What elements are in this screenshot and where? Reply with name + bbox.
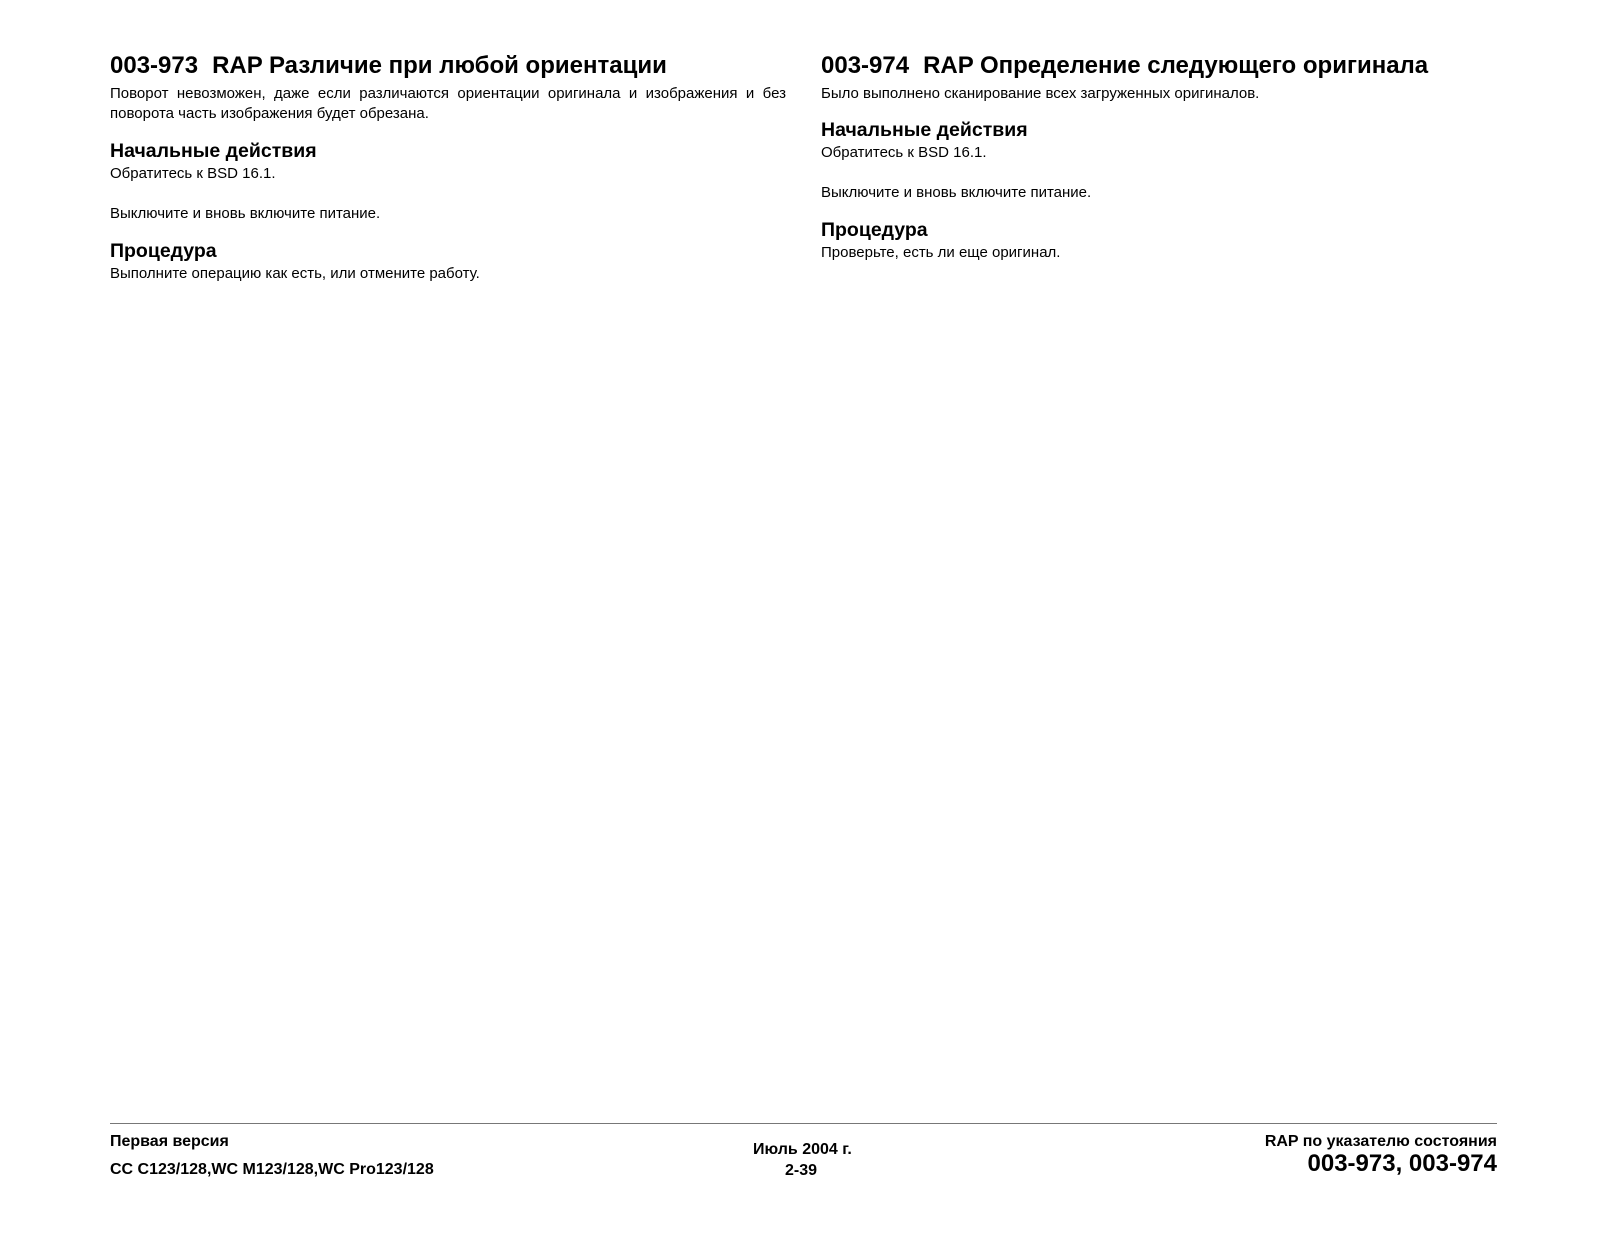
rap-003-974-section xyxy=(821,48,1497,263)
footer-page-number: 2-39 xyxy=(785,1162,818,1179)
procedure-text: Выполните операцию как есть, или отмените работу. xyxy=(110,265,480,282)
footer-rap-codes: 003-973, 003-974 xyxy=(1307,1150,1497,1177)
footer-models: CC C123/128,WC M123/128,WC Pro123/128 xyxy=(110,1161,434,1178)
rap-title-text: RAP Различие при любой ориентации xyxy=(212,52,667,79)
rap-003-973-section xyxy=(110,48,786,284)
procedure-heading: Процедура xyxy=(821,219,928,241)
footer-version: Первая версия xyxy=(110,1133,229,1150)
procedure-text: Проверьте, есть ли еще оригинал. xyxy=(821,244,1061,261)
initial-action-1: Обратитесь к BSD 16.1. xyxy=(821,144,987,161)
rap-code: 003-974 xyxy=(821,52,910,79)
rap-title-text: RAP Определение следующего оригинала xyxy=(923,52,1429,79)
footer-section-title: RAP по указателю состояния xyxy=(1264,1133,1497,1150)
initial-actions-heading: Начальные действия xyxy=(110,140,317,162)
rap-003-974-title xyxy=(821,48,1497,84)
footer-divider xyxy=(110,1123,1497,1124)
initial-action-1: Обратитесь к BSD 16.1. xyxy=(110,165,276,182)
rap-003-973-title xyxy=(110,48,786,84)
rap-description: Поворот невозможен, даже если различаются ориентации оригинала и изображения и без поворота часть изображения будет обрезана. xyxy=(110,85,786,122)
footer-date: Июль 2004 г. xyxy=(753,1141,852,1158)
initial-actions-heading: Начальные действия xyxy=(821,119,1028,141)
initial-action-2: Выключите и вновь включите питание. xyxy=(821,184,1092,201)
initial-action-2: Выключите и вновь включите питание. xyxy=(110,205,381,222)
rap-code: 003-973 xyxy=(110,52,199,79)
rap-description: Было выполнено сканирование всех загруженных оригиналов. xyxy=(821,85,1260,102)
procedure-heading: Процедура xyxy=(110,240,217,262)
